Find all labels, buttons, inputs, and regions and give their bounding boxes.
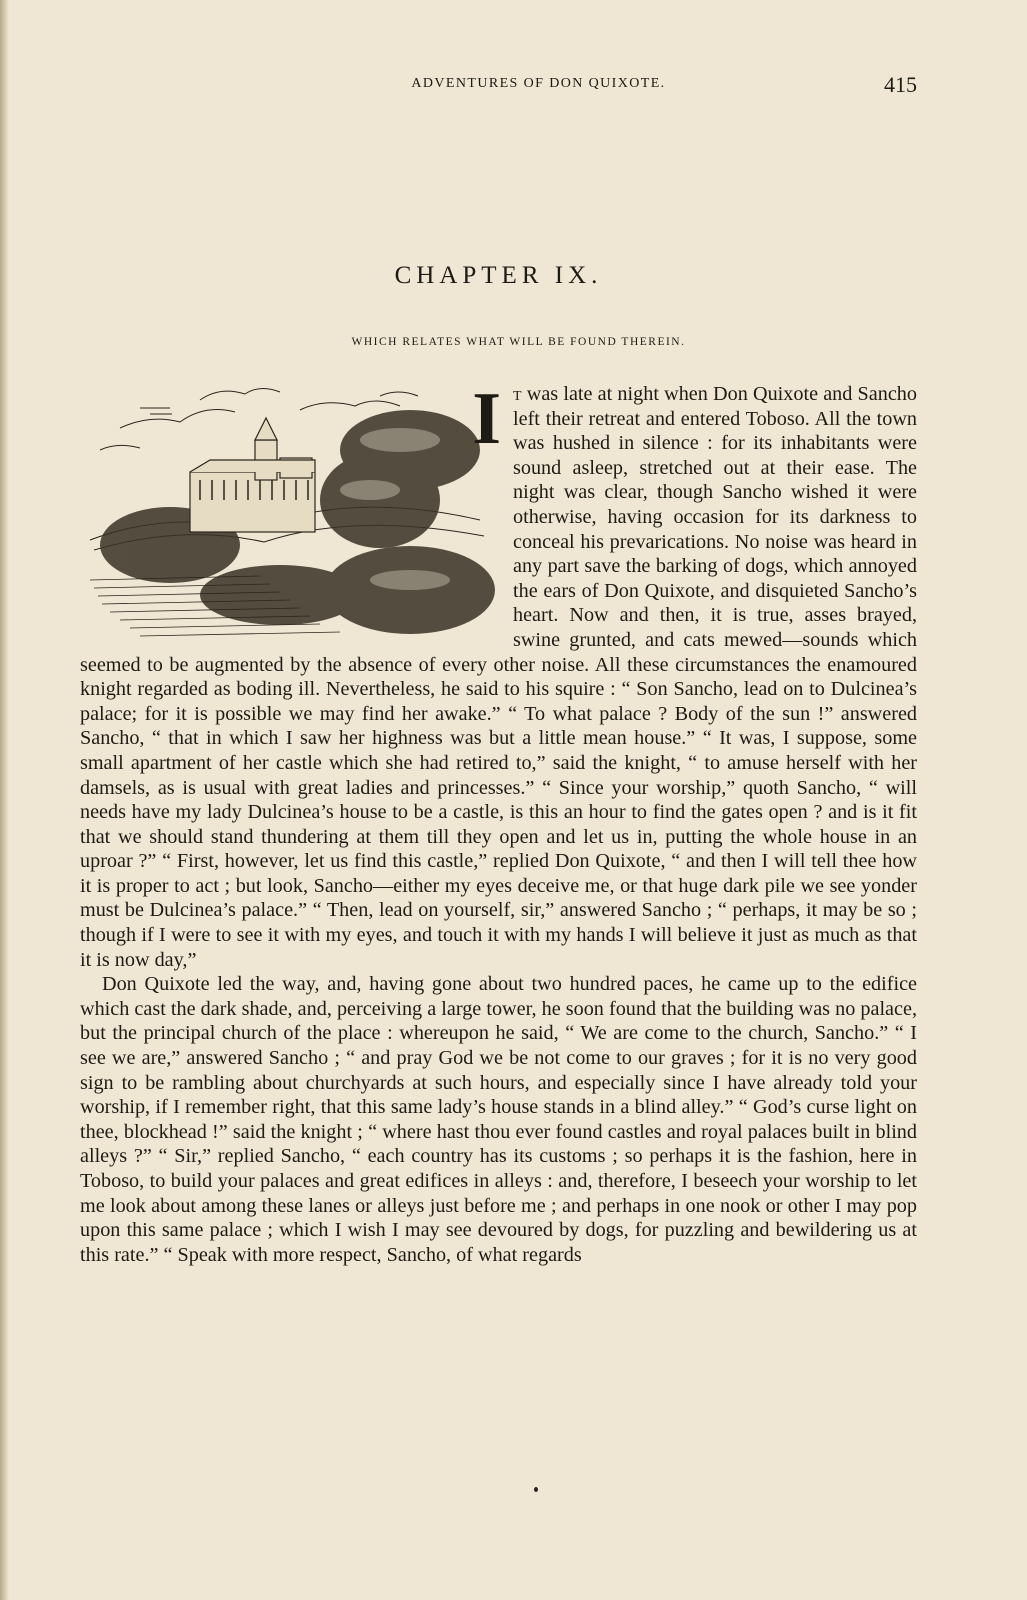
chapter-title: CHAPTER IX. [394, 262, 603, 289]
running-title: ADVENTURES OF DON QUIXOTE. [411, 76, 666, 91]
page-number: 415 [884, 72, 917, 97]
paragraph-1-lead: t [513, 383, 522, 405]
paragraph-2: Don Quixote led the way, and, having gone about two hundred paces, he came up to the edifice which cast the dark shade, and, perceiving a large tower, he soon found that the building was no palace, but the principal church of the place : whereupon he said, “ We are come to the church, Sancho.” “ I see we are,” answered Sancho ; “ and pray God we be not come to our graves ; for it is no very good sign to be rambling about churchyards at such hours, and especially since I have already told your worship, if I remember right, that this same lady’s house stands in a blind alley.” “ God’s curse light on thee, blockhead !” said the knight ; “ where hast thou ever found castles and royal palaces built in blind alleys ?” “ Sir,” replied Sancho, “ each country has its customs ; so perhaps it is the fashion, here in Toboso, to build your palaces and great edifices in alleys : and, therefore, I beseech your worship to let me look about among these lanes or alleys just before me ; and perhaps in one nook or other I may pop upon this same palace ; which I wish I may see devoured by dogs, for puzzling and bewildering us at this rate.” “ Speak with more respect, Sancho, of what regards [80, 973, 917, 1266]
chapter-subtitle: WHICH RELATES WHAT WILL BE FOUND THEREIN. [351, 336, 686, 348]
paragraph-1-text: was late at night when Don Quixote and Sancho left their retreat and entered Toboso. All the town was hushed in silence : for its inhabitants were sound asleep, stretched out at their ease. The night was clear, though Sancho wished it were otherwise, having occasion for its darkness to conceal his prevarications. No noise was heard in any part save the barking of dogs, which annoyed the ears of Don Quixote, and disquieted Sancho’s heart. Now and then, it is true, asses brayed, swine grunted, and cats mewed—sounds which seemed to be augmented by the absence of every other noise. All these circumstances the enamoured knight regarded as boding ill. Nevertheless, he said to his squire : “ Son Sancho, lead on to Dulcinea’s palace; for it is possible we may find her awake.” “ To what palace ? Body of the sun !” answered Sancho, “ that in which I saw her highness was but a little mean house.” “ It was, I suppose, some small apartment of her castle which she had retired to,” said the knight, “ to amuse herself with her damsels, as is usual with great ladies and princesses.” “ Since your worship,” quoth Sancho, “ will needs have my lady Dulcinea’s house to be a castle, is this an hour to find the gates open ? and is it fit that we should stand thundering at them till they open and let us in, putting the whole house in an uproar ?” “ First, however, let us find this castle,” replied Don Quixote, “ and then I will tell thee how it is proper to act ; but look, Sancho—either my eyes deceive me, or that huge dark pile we see yonder must be Dulcinea’s palace.” “ Then, lead on yourself, sir,” answered Sancho ; “ perhaps, it may be so ; though if I were to see it with my eyes, and touch it with my hands I will believe it just as much as that it is now day,” [80, 383, 917, 971]
illustration-graphic [80, 380, 505, 652]
drop-cap: I [472, 378, 501, 460]
page-edge [0, 0, 9, 1600]
church-landscape-engraving-icon [80, 380, 505, 652]
running-header [80, 72, 917, 102]
body-text [80, 378, 917, 1267]
ink-dot [534, 1487, 538, 1492]
